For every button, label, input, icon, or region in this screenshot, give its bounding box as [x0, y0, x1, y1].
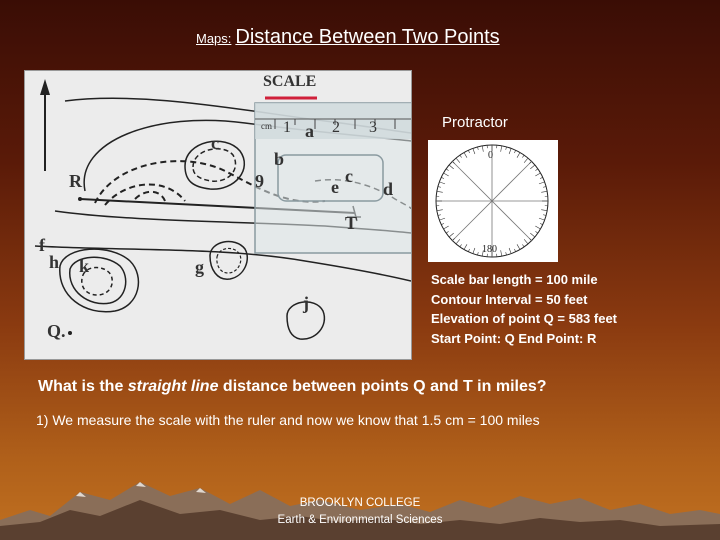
protractor-bottom-mark: 180: [482, 244, 497, 255]
question-after: distance between points Q and T in miles?: [218, 378, 547, 395]
question-before: What is the: [38, 378, 128, 395]
footer-line-1: BROOKLYN COLLEGE: [299, 497, 421, 509]
page-title: [196, 26, 500, 49]
point-label-nine: 9: [255, 171, 264, 191]
info-line: Elevation of point Q = 583 feet: [431, 311, 618, 326]
point-label-R: R: [69, 171, 82, 191]
point-label-e: e: [331, 177, 339, 197]
ruler-unit-label: cm: [261, 121, 272, 131]
scale-label: SCALE: [263, 73, 317, 90]
ruler-number-3: 3: [369, 119, 377, 136]
point-label-f: f: [39, 235, 45, 255]
ruler-number-1: 1: [283, 119, 291, 136]
protractor[interactable]: [428, 140, 558, 262]
footer-line-2: Earth & Environmental Sciences: [277, 514, 443, 526]
title-main: Distance Between Two Points: [235, 26, 500, 48]
info-line: Contour Interval = 50 feet: [431, 291, 588, 307]
point-label-j: j: [303, 293, 309, 313]
point-label-k: k: [79, 256, 90, 276]
point-label-c2: c: [345, 166, 353, 186]
point-label-a: a: [305, 121, 314, 141]
point-label-Q: Q.: [47, 321, 66, 341]
point-label-T: T: [345, 213, 358, 233]
topographic-map: [24, 70, 412, 360]
point-label-g: g: [195, 257, 204, 277]
ruler-number-2: 2: [332, 119, 340, 136]
protractor-top-mark: 0: [488, 150, 493, 161]
info-line: Start Point: Q End Point: R: [431, 330, 597, 346]
footer: [0, 495, 720, 529]
north-arrow-icon: [40, 79, 50, 171]
point-label-c: c: [211, 133, 219, 153]
point-label-h: h: [49, 252, 60, 272]
info-line: Scale bar length = 100 mile: [431, 272, 598, 287]
title-prefix: Maps:: [196, 31, 232, 46]
question-text: [38, 378, 547, 396]
step-1-text: 1) We measure the scale with the ruler and now we know that 1.5 cm = 100 miles: [36, 412, 540, 428]
protractor-label: Protractor: [442, 114, 508, 131]
question-emphasis: straight line: [127, 378, 219, 395]
info-block: [431, 270, 617, 348]
point-label-d: d: [383, 179, 394, 199]
point-label-b: b: [274, 149, 285, 169]
